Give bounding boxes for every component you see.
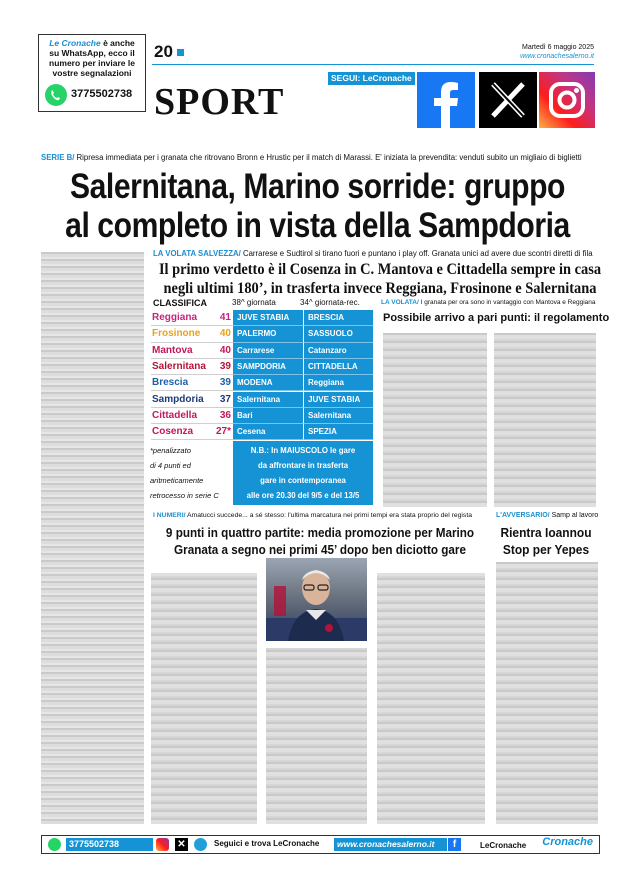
standings-points: 39 bbox=[219, 377, 231, 389]
article2-text-col2 bbox=[494, 333, 596, 507]
footer-website[interactable]: www.cronachesalerno.it bbox=[334, 838, 447, 851]
standings-match-38: Carrarese bbox=[233, 343, 303, 359]
article1-kicker-label: LA VOLATA SALVEZZA/ bbox=[153, 249, 241, 258]
article3-kicker-text: Amatucci succede... a sé stesso: l'ultima marcatura nei primi tempi era stata proprio del regista bbox=[185, 512, 472, 519]
note-line1: N.B.: In MAIUSCOLO le gare bbox=[250, 446, 356, 455]
note-line4: alle ore 20.30 del 9/5 e del 13/5 bbox=[246, 491, 360, 500]
main-kicker bbox=[41, 153, 601, 162]
footnote-line3: aritmeticamente bbox=[150, 476, 204, 485]
standings-points: 37 bbox=[219, 393, 231, 405]
footer-bar bbox=[41, 835, 600, 854]
standings-match-38: Bari bbox=[233, 408, 303, 424]
article3-kicker bbox=[153, 512, 488, 519]
note-line3: gare in contemporanea bbox=[260, 476, 346, 485]
article1-title-line2: negli ultimi 180’, in trasferta invece Reggiana, Frosinone e Salernitana bbox=[163, 280, 597, 297]
standings-team: Cosenza bbox=[152, 426, 194, 438]
promo-phone[interactable]: 3775502738 bbox=[71, 88, 133, 100]
article3-title bbox=[149, 524, 491, 558]
standings-row bbox=[151, 359, 373, 375]
promo-brand: Le Cronache bbox=[49, 38, 101, 48]
footer-logo: Cronache bbox=[542, 836, 593, 848]
header-date: Martedì 6 maggio 2025 bbox=[522, 44, 594, 51]
standings-match-34: CITTADELLA bbox=[304, 359, 373, 375]
footer-whatsapp-icon bbox=[48, 838, 61, 851]
article1-kicker bbox=[153, 249, 603, 258]
standings-row bbox=[151, 310, 373, 326]
article1-kicker-text: Carrarese e Sudtirol si tirano fuori e puntano i play off. Granata unici ad avere due scontri diretti di fila bbox=[240, 249, 593, 258]
standings-heading: CLASSIFICA bbox=[153, 298, 207, 308]
standings-team: Sampdoria bbox=[152, 393, 204, 405]
article2-text-col1 bbox=[383, 333, 487, 507]
standings-match-38: JUVE STABIA bbox=[233, 310, 303, 326]
standings-row bbox=[151, 392, 373, 408]
promo-line4: vostre segnalazioni bbox=[52, 68, 132, 78]
standings-match-38: MODENA bbox=[233, 375, 303, 391]
article4-title bbox=[498, 524, 594, 558]
whatsapp-icon bbox=[45, 84, 67, 106]
standings-match-34: Reggiana bbox=[304, 375, 373, 391]
standings-team: Frosinone bbox=[152, 328, 201, 340]
footnote-line4: retrocesso in serie C bbox=[150, 491, 219, 500]
footer-phone[interactable]: 3775502738 bbox=[66, 838, 153, 851]
main-kicker-label: SERIE B/ bbox=[41, 153, 75, 162]
page-number-square bbox=[177, 49, 184, 56]
standings-match-38: Salernitana bbox=[233, 392, 303, 408]
standings-team: Brescia bbox=[152, 377, 189, 389]
article3-text-col3 bbox=[377, 573, 485, 824]
standings-row bbox=[151, 343, 373, 359]
header-website[interactable]: www.cronachesalerno.it bbox=[520, 53, 594, 60]
footer-name: LeCronache bbox=[480, 841, 527, 850]
footer-follow: Seguici e trova LeCronache bbox=[214, 839, 320, 848]
standings-row bbox=[151, 424, 373, 440]
standings-points: 36 bbox=[219, 409, 231, 421]
article3-title-line1: 9 punti in quattro partite: media promozione per Marino bbox=[165, 525, 475, 540]
article2-kicker-label: LA VOLATA/ bbox=[381, 299, 419, 306]
follow-bar[interactable]: SEGUI: LeCronache bbox=[328, 72, 415, 85]
standings-row bbox=[151, 408, 373, 424]
article1-title bbox=[155, 260, 605, 298]
article3-kicker-label: I NUMERI/ bbox=[153, 512, 186, 519]
article2-title: Possibile arrivo a pari punti: il regolamento bbox=[383, 312, 610, 324]
standings-team: Cittadella bbox=[152, 409, 198, 421]
facebook-icon[interactable] bbox=[417, 72, 475, 128]
article4-title-line1: Rientra Ioannou bbox=[500, 525, 592, 540]
standings-col1: 38^ giornata bbox=[232, 298, 276, 307]
article4-kicker-label: L'AVVERSARIO/ bbox=[496, 512, 550, 519]
footer-x-icon[interactable]: ✕ bbox=[175, 838, 188, 851]
standings-row bbox=[151, 326, 373, 342]
player-photo bbox=[266, 558, 367, 641]
standings-match-34: Catanzaro bbox=[304, 343, 373, 359]
standings-match-34: SASSUOLO bbox=[304, 326, 373, 342]
standings-match-34: BRESCIA bbox=[304, 310, 373, 326]
standings-team: Salernitana bbox=[152, 360, 206, 372]
instagram-icon[interactable] bbox=[539, 72, 595, 128]
standings-match-34: JUVE STABIA bbox=[304, 392, 373, 408]
standings-match-34: SPEZIA bbox=[304, 424, 373, 440]
article4-title-line2: Stop per Yepes bbox=[502, 542, 590, 557]
standings-points: 27* bbox=[215, 426, 231, 438]
article4-text bbox=[496, 562, 598, 824]
main-kicker-text: Ripresa immediata per i granata che ritrovano Bronn e Hrustic per il match di Marassi. E' iniziata la prevendita: venduti subito un migliaio di biglietti bbox=[74, 153, 582, 162]
standings-points: 39 bbox=[219, 360, 231, 372]
promo-line1: è anche bbox=[100, 38, 135, 48]
headline-line1: Salernitana, Marino sorride: gruppo bbox=[69, 167, 566, 206]
whatsapp-promo bbox=[38, 34, 146, 112]
article3-text-col2 bbox=[266, 648, 367, 824]
footer-telegram-icon[interactable] bbox=[194, 838, 207, 851]
article3-text-col1 bbox=[151, 573, 257, 824]
standings-footnote bbox=[150, 443, 230, 503]
article4-kicker-text: Samp al lavoro bbox=[549, 512, 599, 519]
standings-team: Reggiana bbox=[152, 312, 198, 323]
article2-kicker-text: I granata per ora sono in vantaggio con Mantova e Reggiana bbox=[418, 299, 596, 306]
standings-row bbox=[151, 375, 373, 391]
standings-match-38: SAMPDORIA bbox=[233, 359, 303, 375]
promo-line3: numero per inviare le bbox=[49, 58, 135, 68]
standings-points: 41 bbox=[219, 312, 231, 323]
headline-line2: al completo in vista della Sampdoria bbox=[65, 206, 570, 245]
footer-instagram-icon[interactable] bbox=[156, 838, 169, 851]
article4-kicker bbox=[496, 512, 600, 519]
standings-points: 40 bbox=[219, 344, 231, 356]
article2-kicker bbox=[381, 299, 596, 306]
x-icon[interactable] bbox=[479, 72, 537, 128]
left-column-text bbox=[41, 252, 144, 824]
standings-points: 40 bbox=[219, 328, 231, 340]
standings-match-38: Cesena bbox=[233, 424, 303, 440]
article1-title-line1: Il primo verdetto è il Cosenza in C. Mantova e Cittadella sempre in casa bbox=[158, 261, 602, 278]
standings-col2: 34^ giornata-rec. bbox=[300, 298, 360, 307]
standings-team: Mantova bbox=[152, 344, 193, 356]
standings-note bbox=[233, 441, 373, 505]
section-title: SPORT bbox=[154, 81, 285, 123]
standings-match-38: PALERMO bbox=[233, 326, 303, 342]
promo-line2: su WhatsApp, ecco il bbox=[49, 48, 135, 58]
standings-match-34: Salernitana bbox=[304, 408, 373, 424]
note-line2: da affrontare in trasferta bbox=[257, 461, 349, 470]
footnote-line1: *penalizzato bbox=[150, 446, 191, 455]
footer-facebook-icon[interactable]: f bbox=[448, 838, 461, 851]
footnote-line2: di 4 punti ed bbox=[150, 461, 191, 470]
main-headline bbox=[44, 167, 590, 245]
standings-table bbox=[151, 310, 373, 440]
header-rule bbox=[152, 64, 594, 65]
page-number: 20 bbox=[154, 42, 173, 61]
article3-title-line2: Granata a segno nei primi 45’ dopo ben diciotto gare bbox=[174, 542, 466, 557]
